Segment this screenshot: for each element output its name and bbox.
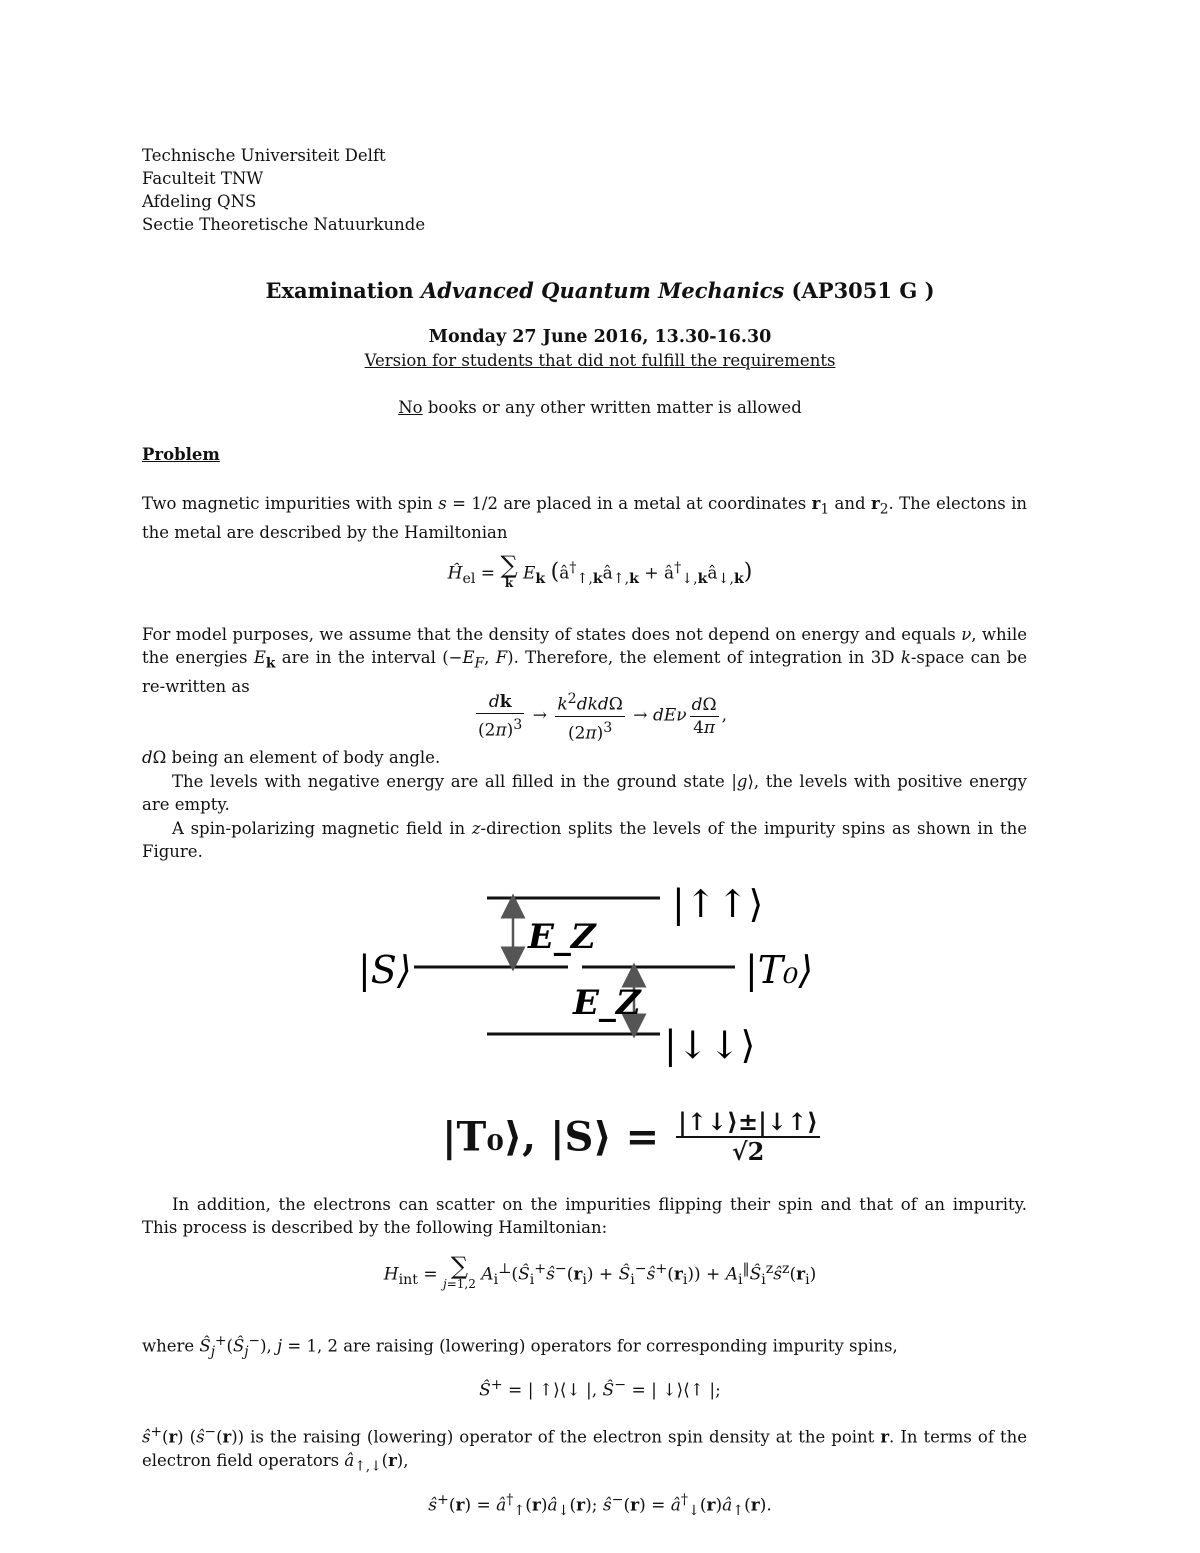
raising-paragraph: ŝ+(r) (ŝ−(r)) is the raising (lowering) operator of the electron spin density at the point r. In terms of the electron field operators $â_{↑,↓}(r)$,: [142, 1424, 1028, 1474]
where-text-2: are raising (lowering) operators for corresponding impurity spins,: [343, 1336, 898, 1356]
title-prefix: Examination: [265, 278, 414, 303]
course-code: (AP3051 G ): [791, 278, 935, 303]
department-name: Afdeling QNS: [142, 192, 257, 211]
intro-paragraph: Two magnetic impurities with spin s = 1/2 are placed in a metal at coordinates $r_1$ and $r_2$. The electons in the metal are described by the Hamiltonian: [142, 494, 1028, 543]
faculty-name: Faculteit TNW: [142, 169, 264, 188]
problem-heading-text: Problem: [142, 445, 220, 464]
version-line: Version for students that did not fulfill the requirements: [364, 351, 836, 370]
model-text-3: are in the interval: [281, 648, 436, 667]
equation-h-int: $H_{int}$ = ∑ j=1,2 $A_i^\perp(Ŝ_i^+ŝ^-(r_i)$ + $Ŝ_i^-ŝ^+(r_i)$) + $A_i^‖Ŝ_i^zŝ^z(r_i)$: [383, 1252, 817, 1291]
raising-text-3: ,: [403, 1450, 409, 1470]
equation-integration: $\frac{dk}{(2\pi)^3}$ → $\frac{k^2dkd\Omega}{(2\pi)^3}$ → dEν $\frac{d\Omega}{4\pi}$ ,: [478, 691, 727, 744]
omega-paragraph: dΩ being an element of body angle.: [142, 748, 441, 767]
equation-electron-spin-density: ŝ+(r) = $â^\dagger_↑(r)â_↓(r)$; ŝ−(r) = $â^\dagger_↓(r)â_↑(r)$.: [428, 1492, 772, 1520]
field-text-1: A spin-polarizing magnetic field in: [172, 819, 466, 838]
equation-spin-operators: Ŝ+ = | ↑⟩⟨↓ |, Ŝ− = | ↓⟩⟨↑ |;: [479, 1377, 721, 1401]
label-down-down: |↓↓⟩: [664, 1023, 756, 1067]
label-gap-lower: E_Z: [573, 983, 641, 1023]
where-text-1: where: [142, 1336, 195, 1356]
label-singlet: |S⟩: [358, 948, 412, 992]
label-triplet-zero: |T₀⟩: [745, 948, 814, 992]
state-definition-formula: [442, 1108, 823, 1166]
levels-text-1: The levels with negative energy are all filled in the ground state: [172, 772, 725, 791]
model-text-4: . Therefore, the element of integration in 3D: [513, 648, 895, 667]
intro-text-2: are placed in a metal at coordinates: [503, 494, 807, 513]
model-paragraph: For model purposes, we assume that the density of states does not depend on energy and equals ν, while the energies $E_k$ are in the interval ($-E_F$, F). Therefore, the element of integration in 3D k-space can be re-written as: [142, 625, 1028, 697]
model-text-5: -space can be re-written as: [142, 648, 1028, 697]
intro-text-1: Two magnetic impurities with spin: [142, 494, 433, 513]
state-formula-denominator: √2: [676, 1136, 820, 1166]
course-name: Advanced Quantum Mechanics: [420, 278, 785, 303]
field-text-2: -direction splits the levels of the impurity spins as shown in the Figure.: [142, 819, 1028, 861]
levels-text-2: , the levels with positive energy are empty.: [142, 772, 1027, 814]
rules-no: No: [398, 398, 423, 417]
model-text-1: For model purposes, we assume that the density of states does not depend on energy and equals: [142, 625, 956, 644]
scatter-paragraph: [142, 1193, 1027, 1239]
equation-h-el: $Ĥ_{el}$ = ∑ k $E_k$ ($â^\dagger_{↑,k}â_{↑,k}$ + $â^\dagger_{↓,k}â_{↓,k}$): [447, 551, 753, 590]
raising-text-2: . In terms of the electron field operators: [142, 1427, 1028, 1470]
rules-rest: books or any other written matter is allowed: [427, 398, 802, 417]
where-paragraph: where $Ŝ_j^+(Ŝ_j^-)$, j = 1, 2 are raising (lowering) operators for corresponding impurity spins,: [142, 1333, 898, 1360]
section-name: Sectie Theoretische Natuurkunde: [142, 215, 426, 234]
scatter-text: In addition, the electrons can scatter on the impurities flipping their spin and that of an impurity. This process is described by the following Hamiltonian:: [142, 1195, 1027, 1237]
intro-text-3: and: [834, 494, 866, 513]
university-name: Technische Universiteit Delft: [142, 146, 386, 165]
intro-text-4: . The electons in the metal are described by the Hamiltonian: [142, 494, 1028, 543]
label-gap-upper: E_Z: [528, 917, 596, 957]
field-paragraph: A spin-polarizing magnetic field in z-direction splits the levels of the impurity spins as shown in the Figure.: [142, 819, 1028, 861]
state-formula-lhs: |T₀⟩, |S⟩ =: [442, 1113, 660, 1161]
label-up-up: |↑↑⟩: [672, 882, 764, 926]
state-formula-numerator: |↑↓⟩±|↓↑⟩: [678, 1107, 819, 1136]
omega-text: being an element of body angle.: [171, 748, 441, 767]
levels-paragraph: The levels with negative energy are all filled in the ground state |g⟩, the levels with positive energy are empty.: [142, 772, 1027, 814]
raising-text-1: is the raising (lowering) operator of the electron spin density at the point: [250, 1427, 875, 1447]
model-text-2: , while the energies: [142, 625, 1027, 667]
exam-date: Monday 27 June 2016, 13.30-16.30: [428, 327, 772, 347]
